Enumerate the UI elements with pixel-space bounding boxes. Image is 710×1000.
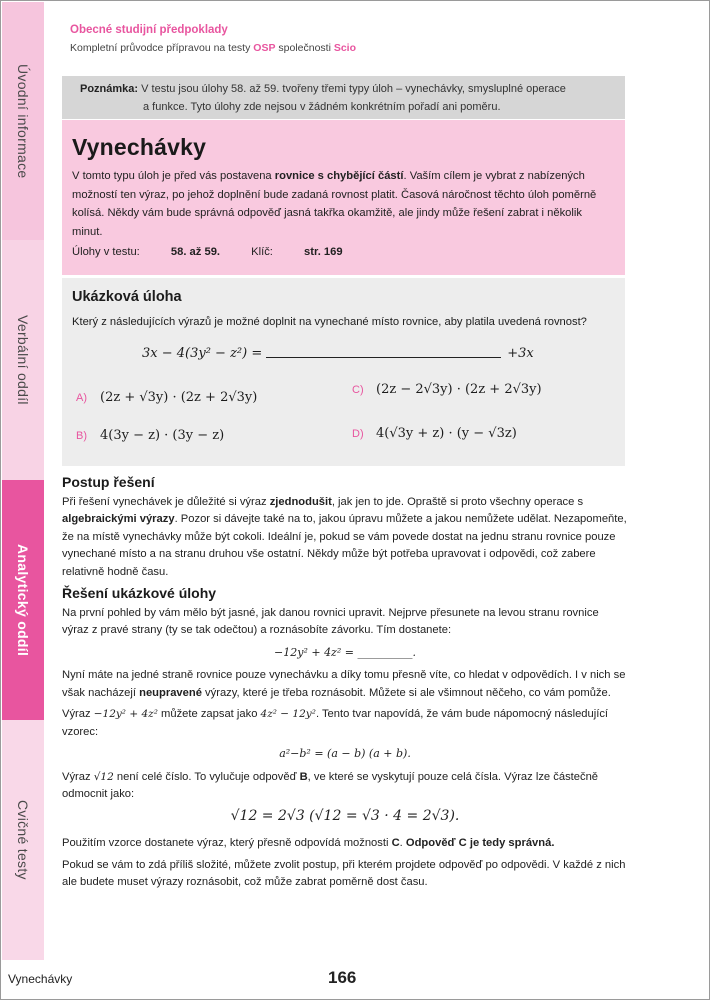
text: výrazy, které je třeba roznásobit. Můžete si ale všimnout něčeho, co vám pomůže.: [201, 686, 611, 699]
equation-2: a²−b² = (a − b) (a + b).: [279, 747, 411, 760]
section-title: Vynechávky: [72, 134, 207, 160]
sidebar-tab-verbal[interactable]: [2, 240, 44, 480]
eq-right: +3x: [507, 346, 534, 361]
sidebar: [2, 2, 44, 960]
key-label: Klíč:: [251, 246, 277, 258]
text: , ve které se vyskytují pouze celá čísla. Výraz lze částečně odmocnit jako:: [62, 770, 599, 800]
solution-section: [62, 474, 628, 896]
intro-box: [62, 120, 625, 275]
procedure-paragraph: [62, 494, 628, 582]
option-c[interactable]: [352, 382, 542, 397]
procedure-title: Postup řešení: [62, 474, 155, 490]
key-info: [251, 246, 342, 258]
option-b[interactable]: [76, 428, 224, 443]
text: , jak jen to jde. Opraště si proto všechny operace s: [331, 495, 584, 508]
note-label: Poznámka:: [80, 83, 139, 95]
solution-paragraph: [62, 835, 628, 853]
subtitle-text: Kompletní průvodce přípravou na testy: [70, 42, 254, 54]
emphasis: C: [391, 837, 400, 849]
solution-paragraph: Pokud se vám to zdá příliš složité, můžete zvolit postup, při kterém projdete odpověď po odpovědi. V každé z nich ale budete muset výrazy roznásobit, což může zabrat poměrně dost času.: [62, 858, 626, 888]
option-expr: 4(3y − z) · (3y − z): [100, 428, 225, 443]
sidebar-tab-tests[interactable]: [2, 720, 44, 960]
equation-1: −12y² + 4z² = __________.: [274, 645, 416, 659]
emphasis: algebraickými výrazy: [62, 513, 175, 525]
sidebar-tab-label: Cvičné testy: [15, 800, 31, 880]
subtitle-osp: OSP: [253, 42, 276, 54]
sidebar-tab-label: Analytický oddíl: [15, 543, 31, 657]
footer-section: Vynechávky: [8, 972, 73, 986]
text: Při řešení vynechávek je důležité si výraz: [62, 495, 270, 508]
emphasis: neupravené: [139, 686, 202, 699]
equation-3: √12 = 2√3 (√12 = √3 · 4 = 2√3).: [230, 807, 460, 824]
sidebar-tab-label: Úvodní informace: [15, 63, 31, 179]
subtitle-scio: Scio: [333, 42, 357, 54]
option-label: C): [352, 383, 364, 396]
text: můžete zapsat jako: [157, 708, 261, 720]
text: .: [399, 837, 406, 849]
sample-title: Ukázková úloha: [72, 289, 182, 305]
sample-question: Který z následujících výrazů je možné doplnit na vynechané místo rovnice, aby platila uvedená rovnost?: [72, 316, 587, 328]
note-line2: a funkce. Tyto úlohy zde nejsou v žádném konkrétním pořadí ani poměru.: [143, 101, 501, 113]
emphasis: B: [299, 770, 308, 783]
solution-paragraph: [62, 769, 628, 804]
sidebar-tab-intro[interactable]: [2, 2, 44, 240]
eq-blank: [266, 357, 501, 358]
math: −12y² + 4z²: [93, 708, 158, 720]
emphasis: rovnice s chybějící částí: [274, 170, 404, 182]
note-box: [62, 76, 625, 119]
solution-paragraph: [62, 706, 628, 741]
solution-title: Řešení ukázkové úlohy: [62, 585, 217, 601]
solution-paragraph: [62, 667, 628, 702]
subtitle-text: společnosti: [275, 42, 334, 54]
emphasis: zjednodušit: [269, 495, 332, 508]
text: . Pozor si dávejte také na to, jakou úpravu můžete a jakou nemůžete udělat. Nezapomeňte, že na místě vynechávky může být cokoli. Ideální je, pokud se vám povede dostat na jednu stranu rovnice pouze vynechané místo a na stranu druhou vše ostatní. Někdy může být potřeba upravovat i odpovědi, což zabere relativně hodně času.: [62, 513, 627, 578]
text: . Vaším cílem je vybrat z nabízených možností ten výraz, po jehož doplnění bude zadaná rovnost platit. Časová náročnost těchto úloh poměrně kolísá. Někdy vám bude správná odpověď jasná takřka okamžitě, ale jindy může řešení zabrat i několik minut.: [72, 170, 597, 238]
option-expr: (2z − 2√3y) · (2z + 2√3y): [376, 382, 542, 397]
sample-task-box: [62, 278, 625, 466]
tasks-value: 58. až 59.: [170, 246, 221, 258]
sidebar-tab-label: Verbální oddíl: [15, 315, 31, 405]
option-d[interactable]: [352, 426, 517, 441]
option-label: A): [76, 391, 87, 404]
text: Použitím vzorce dostanete výraz, který přesně odpovídá možnosti: [62, 837, 392, 849]
text: V tomto typu úloh je před vás postavena: [72, 170, 275, 182]
math: √12: [93, 770, 114, 783]
page-number: 166: [328, 968, 357, 987]
math: 4z² − 12y²: [260, 708, 316, 720]
answer: Odpověď C je tedy správná.: [405, 837, 555, 849]
tasks-info: [72, 246, 220, 258]
note-line1: V testu jsou úlohy 58. až 59. tvořeny třemi typy úloh – vynechávky, smysluplné operace: [138, 83, 566, 95]
book-subtitle: [70, 42, 356, 54]
option-expr: 4(√3y + z) · (y − √3z): [376, 426, 517, 441]
book-title: Obecné studijní předpoklady: [70, 24, 228, 36]
text: . Tento tvar napovídá, že vám bude nápomocný následující vzorec:: [62, 708, 609, 738]
option-expr: (2z + √3y) · (2z + 2√3y): [100, 390, 258, 405]
text: není celé číslo. To vylučuje odpověď: [113, 770, 300, 783]
option-a[interactable]: [76, 390, 257, 405]
key-value: str. 169: [304, 246, 343, 258]
tasks-label: Úlohy v testu:: [72, 246, 143, 258]
eq-left: 3x − 4(3y² − z²) =: [142, 346, 263, 361]
option-label: D): [352, 427, 364, 440]
option-label: B): [76, 429, 87, 442]
text: Výraz: [62, 770, 94, 783]
intro-meta: [72, 243, 615, 262]
text: Nyní máte na jedné straně rovnice pouze vynechávku a díky tomu přesně víte, co hledat v odpovědích. I v nich se však nacházejí: [62, 669, 626, 699]
solution-paragraph: Na první pohled by vám mělo být jasné, jak danou rovnici upravit. Nejprve přesunete na levou stranu rovnice výraz z pravé strany (ty se tak odečtou) a roznásobíte závorku. Tím dostanete:: [62, 606, 599, 636]
text: Výraz: [62, 708, 94, 720]
intro-paragraph: [72, 167, 615, 241]
sidebar-tab-analytic[interactable]: [2, 480, 44, 720]
sample-equation: [142, 346, 534, 361]
